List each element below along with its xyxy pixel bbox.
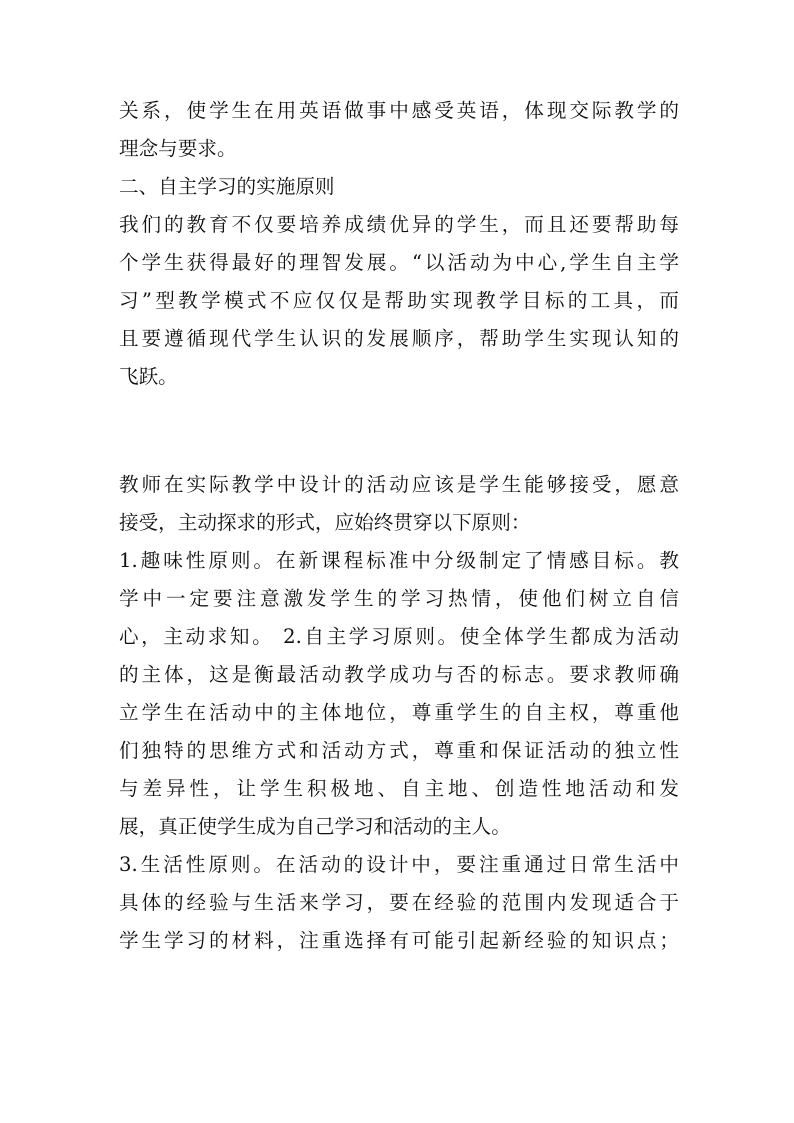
text-line: 学中一定要注意激发学生的学习热情，使他们树立自信	[119, 587, 679, 610]
section-heading: 二、自主学习的实施原则	[119, 175, 335, 198]
text-line: 接受，主动探求的形式，应始终贯穿以下原则：	[119, 511, 531, 534]
text-line: 理念与要求。	[119, 137, 237, 160]
text-line: 们独特的思维方式和活动方式，尊重和保证活动的独立性	[119, 739, 679, 762]
text-line: 习”型教学模式不应仅仅是帮助实现教学目标的工具，而	[119, 289, 679, 312]
text-line: 关系，使学生在用英语做事中感受英语，体现交际教学的	[119, 99, 679, 122]
text-line: 立学生在活动中的主体地位，尊重学生的自主权，尊重他	[119, 701, 679, 724]
text-line: 展，真正使学生成为自己学习和活动的主人。	[119, 815, 511, 838]
text-line: 3.生活性原则。在活动的设计中，要注重通过日常生活中	[119, 853, 679, 876]
text-line: 个学生获得最好的理智发展。“以活动为中心,学生自主学	[119, 251, 679, 274]
text-line: 我们的教育不仅要培养成绩优异的学生，而且还要帮助每	[119, 213, 679, 236]
text-line: 且要遵循现代学生认识的发展顺序，帮助学生实现认知的	[119, 327, 679, 350]
text-line: 学生学习的材料，注重选择有可能引起新经验的知识点；	[119, 929, 679, 952]
text-line: 具体的经验与生活来学习，要在经验的范围内发现适合于	[119, 891, 679, 914]
text-block-2	[119, 466, 679, 960]
text-line: 的主体，这是衡最活动教学成功与否的标志。要求教师确	[119, 663, 679, 686]
text-line: 飞跃。	[119, 365, 178, 388]
text-line: 心，主动求知。 2.自主学习原则。使全体学生都成为活动	[119, 625, 679, 648]
text-line: 教师在实际教学中设计的活动应该是学生能够接受，愿意	[119, 473, 679, 496]
text-line: 1.趣味性原则。在新课程标准中分级制定了情感目标。教	[119, 549, 679, 572]
text-block-1	[119, 92, 679, 396]
text-line: 与差异性，让学生积极地、自主地、创造性地活动和发	[119, 777, 679, 800]
